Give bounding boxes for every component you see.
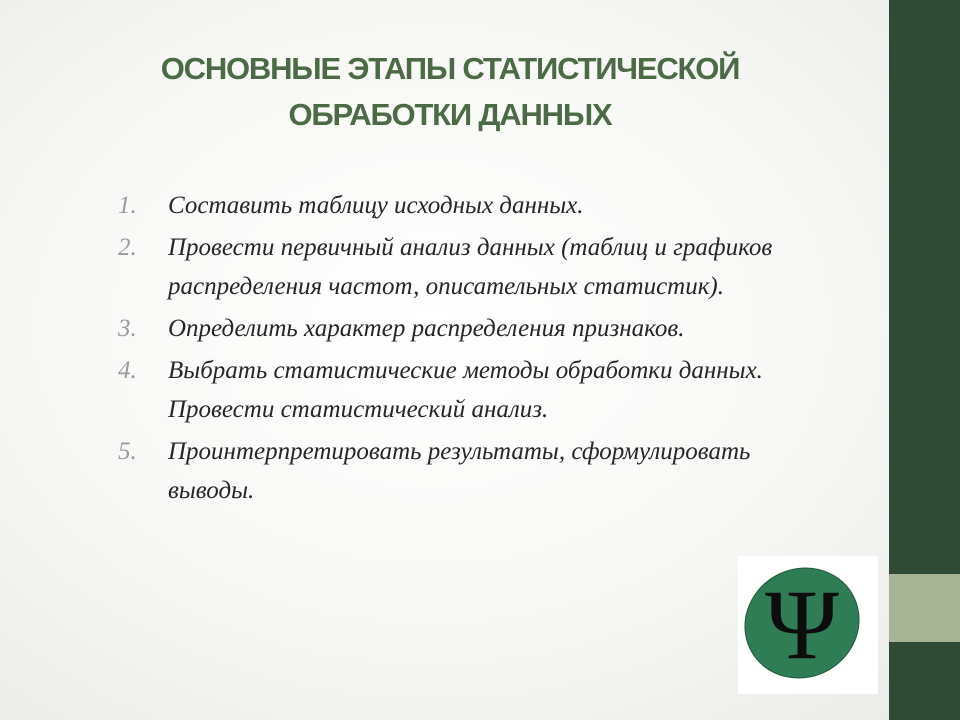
list-item: [118, 186, 818, 225]
title-line-2: ОБРАБОТКИ ДАННЫХ: [288, 97, 612, 132]
sidebar-accent-block: [889, 574, 960, 642]
step-number: 5.: [118, 438, 137, 465]
list-item: [118, 432, 818, 510]
list-item: [118, 351, 818, 429]
list-item: [118, 228, 818, 306]
psi-glyph: Ψ: [765, 569, 839, 680]
step-text: Проинтерпретировать результаты, сформулировать выводы.: [168, 438, 751, 504]
title-line-1: ОСНОВНЫЕ ЭТАПЫ СТАТИСТИЧЕСКОЙ: [160, 51, 740, 86]
psi-logo-icon: [738, 556, 878, 694]
step-text: Провести первичный анализ данных (таблиц и графиков распределения частот, описательных статистик).: [168, 234, 773, 300]
step-text: Составить таблицу исходных данных.: [168, 192, 584, 219]
psi-logo-card: [738, 556, 878, 694]
step-number: 2.: [118, 234, 137, 261]
step-number: 4.: [118, 357, 137, 384]
steps-list: [118, 186, 818, 513]
step-text: Определить характер распределения признаков.: [168, 315, 685, 342]
step-number: 1.: [118, 192, 137, 219]
step-number: 3.: [118, 315, 137, 342]
slide-title: [60, 46, 840, 138]
list-item: [118, 309, 818, 348]
step-text: Выбрать статистические методы обработки данных. Провести статистический анализ.: [168, 357, 763, 423]
